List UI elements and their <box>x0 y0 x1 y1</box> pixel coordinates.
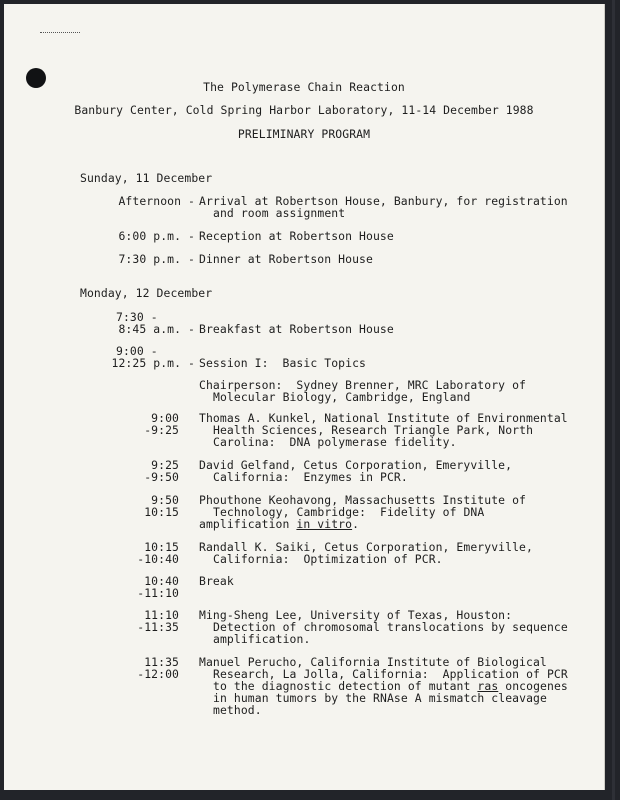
scan-edge <box>612 0 615 800</box>
talk-text-plain: to the diagnostic detection of mutant <box>213 679 478 693</box>
talk-end-time: 10:15 <box>144 505 179 519</box>
talk-start-time: 9:25 <box>151 458 179 472</box>
talk-text-plain: . <box>352 517 360 531</box>
talk-end-time: -9:25 <box>144 423 179 437</box>
document-title: The Polymerase Chain Reaction <box>203 80 405 94</box>
talk-text-cont: California: Optimization of PCR. <box>213 552 443 566</box>
breakfast-time-start: 7:30 - <box>116 310 158 324</box>
talk-text-plain: amplification <box>199 517 297 531</box>
venue-line: Banbury Center, Cold Spring Harbor Laboratory, 11-14 December 1988 <box>74 103 534 117</box>
talk-text: Ming-Sheng Lee, University of Texas, Houston: <box>199 608 513 622</box>
break-text: Break <box>199 574 234 588</box>
talk-text-cont: method. <box>213 703 262 717</box>
schedule-time: Afternoon - <box>118 194 195 208</box>
talk-text-underlined: ras <box>477 679 499 693</box>
chairperson-line-cont: Molecular Biology, Cambridge, England <box>213 390 471 404</box>
break-start-time: 10:40 <box>144 574 179 588</box>
document-page <box>4 4 605 790</box>
break-end-time: -11:10 <box>137 586 179 600</box>
breakfast-text: Breakfast at Robertson House <box>199 322 394 336</box>
schedule-text: Arrival at Robertson House, Banbury, for registration <box>199 194 568 208</box>
talk-text: Thomas A. Kunkel, National Institute of Environmental <box>199 411 568 425</box>
chairperson-line: Chairperson: Sydney Brenner, MRC Laboratory of <box>199 378 527 392</box>
talk-text-underlined: in vitro <box>296 517 353 531</box>
talk-start-time: 9:50 <box>151 493 179 507</box>
talk-text-cont: Research, La Jolla, California: Application of PCR <box>213 667 568 681</box>
session-title: Session I: Basic Topics <box>199 356 366 370</box>
talk-text-cont: California: Enzymes in PCR. <box>213 470 408 484</box>
schedule-text: Dinner at Robertson House <box>199 252 373 266</box>
schedule-time: 7:30 p.m. - <box>118 252 195 266</box>
talk-text: David Gelfand, Cetus Corporation, Emeryville, <box>199 458 513 472</box>
talk-start-time: 11:35 <box>144 655 179 669</box>
talk-text-cont: Carolina: DNA polymerase fidelity. <box>213 435 457 449</box>
monday-heading: Monday, 12 December <box>80 286 213 300</box>
talk-text-cont: Health Sciences, Research Triangle Park, North <box>213 423 534 437</box>
talk-start-time: 9:00 <box>151 411 179 425</box>
talk-text: Randall K. Saiki, Cetus Corporation, Emeryville, <box>199 540 533 554</box>
session-time-end: 12:25 p.m. - <box>111 356 195 370</box>
talk-text-cont: Detection of chromosomal translocations by sequence <box>213 620 568 634</box>
talk-text: Phouthone Keohavong, Massachusetts Institute of <box>199 493 527 507</box>
talk-end-time: -9:50 <box>144 470 179 484</box>
talk-text-cont <box>199 518 359 530</box>
talk-text-cont: in human tumors by the RNAse A mismatch cleavage <box>213 691 547 705</box>
pencil-mark <box>40 32 80 37</box>
program-label: PRELIMINARY PROGRAM <box>237 127 371 141</box>
talk-start-time: 11:10 <box>144 608 179 622</box>
talk-end-time: -11:35 <box>137 620 179 634</box>
talk-end-time: -12:00 <box>137 667 179 681</box>
schedule-text: Reception at Robertson House <box>199 229 394 243</box>
breakfast-time-end: 8:45 a.m. - <box>118 322 195 336</box>
sunday-heading: Sunday, 11 December <box>80 171 213 185</box>
schedule-time: 6:00 p.m. - <box>118 229 195 243</box>
talk-start-time: 10:15 <box>144 540 179 554</box>
talk-text-cont: Technology, Cambridge: Fidelity of DNA <box>213 505 485 519</box>
schedule-text-cont: and room assignment <box>213 206 346 220</box>
talk-text-cont: amplification. <box>213 632 311 646</box>
talk-text-plain: oncogenes <box>498 679 568 693</box>
talk-text: Manuel Perucho, California Institute of Biological <box>199 655 547 669</box>
session-time-start: 9:00 - <box>116 344 158 358</box>
talk-end-time: -10:40 <box>137 552 179 566</box>
